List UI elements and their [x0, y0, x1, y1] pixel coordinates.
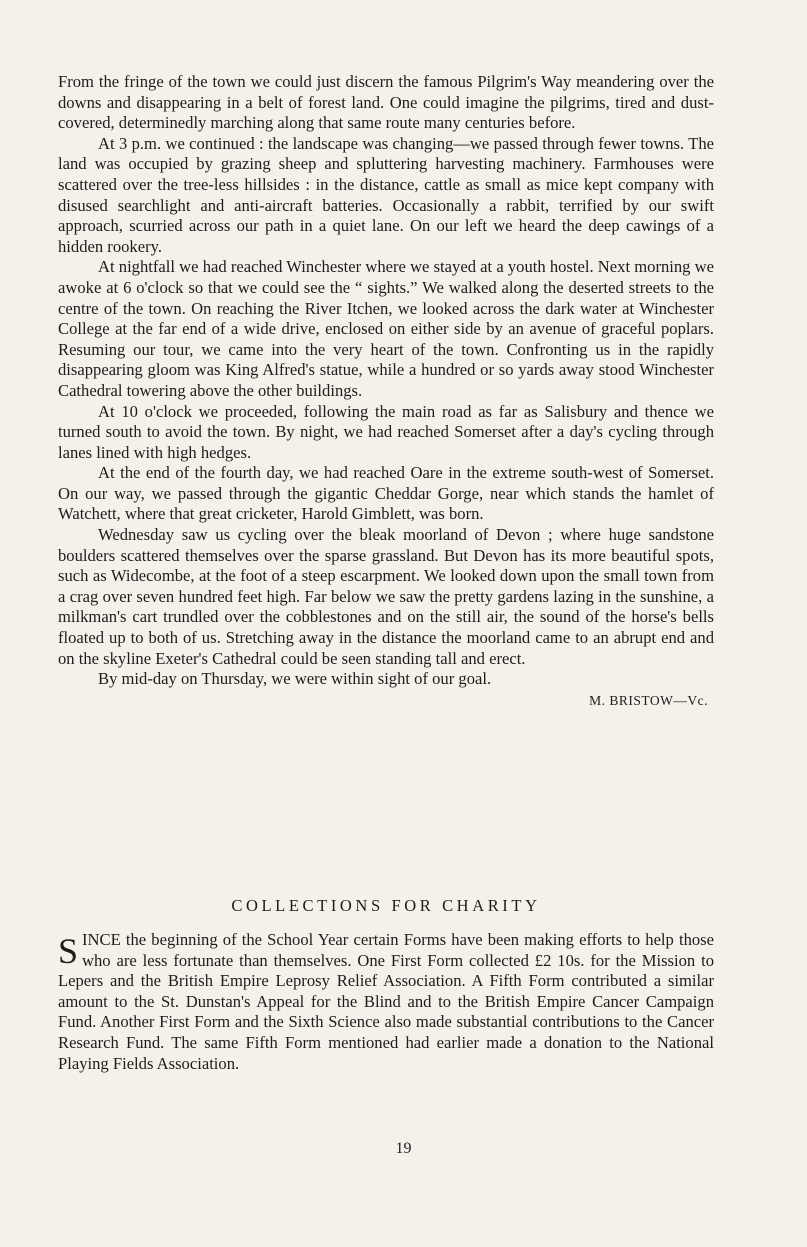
section-heading: COLLECTIONS FOR CHARITY — [231, 896, 541, 915]
paragraph-fourth-day: At the end of the fourth day, we had reached Oare in the extreme south-west of Somerset. On our way, we passed through the gigantic Cheddar Gorge, near which stands the hamlet of Watchett, where that great cricketer, Harold Gimblett, was born. — [58, 463, 714, 524]
paragraph-thursday: By mid-day on Thursday, we were within sight of our goal. — [98, 669, 492, 689]
charity-paragraph — [58, 930, 714, 1074]
charity-section — [58, 930, 714, 1074]
charity-text: INCE the beginning of the School Year certain Forms have been making efforts to help those who are less fortunate than themselves. One First Form collected £2 10s. for the Mission to Lepers and the British Empire Leprosy Relief Association. A Fifth Form contributed a similar amount to the St. Dunstan's Appeal for the Blind and to the British Empire Cancer Campaign Fund. Another First Form and the Sixth Science also made substantial contributions to the Cancer Research Fund. The same Fifth Form mentioned had earlier made a donation to the National Playing Fields Association. — [58, 930, 714, 1073]
paragraph-afternoon: At 3 p.m. we continued : the landscape was changing—we passed through fewer towns. The land was occupied by grazing sheep and spluttering harvesting machinery. Farmhouses were scattered over the tree-less hillsides : in the distance, cattle as small as mice kept company with disused searchlight and anti-aircraft batteries. Occasionally a rabbit, terrified by our swift approach, scurried across our path in a quiet lane. On our left we heard the deep cawings of a hidden rookery. — [58, 133, 714, 256]
paragraph-salisbury: At 10 o'clock we proceeded, following the main road as far as Salisbury and thence we turned south to avoid the town. By night, we had reached Somerset after a day's cycling through lanes lined with high hedges. — [58, 401, 714, 462]
drop-cap: S — [58, 931, 79, 971]
article-column — [58, 72, 714, 711]
paragraph-pilgrims-way: From the fringe of the town we could just discern the famous Pilgrim's Way meandering over the downs and disappearing in a belt of forest land. One could imagine the pilgrims, tired and dust-covered, determinedly marching along that same route many centuries before. — [58, 72, 714, 133]
author-signature: M. BRISTOW—Vc. — [589, 692, 708, 708]
paragraph-devon: Wednesday saw us cycling over the bleak moorland of Devon ; where huge sandstone boulders scattered themselves over the sparse grassland. But Devon has its more beautiful spots, such as Widecombe, at the foot of a steep escarpment. We looked down upon the small town from a crag over seven hundred feet high. Far below we saw the pretty gardens lazing in the sunshine, a milkman's cart trundled over the cobblestones and on the still air, the sound of the horse's bells floated up to both of us. Stretching away in the distance the moorland came to an abrupt end and on the skyline Exeter's Cathedral could be seen standing tall and erect. — [58, 525, 714, 668]
page-number: 19 — [395, 1140, 412, 1157]
paragraph-winchester: At nightfall we had reached Winchester where we stayed at a youth hostel. Next morning we awoke at 6 o'clock so that we could see the “ sights.” We walked along the deserted streets to the centre of the town. On reaching the River Itchen, we looked across the dark water at Winchester College at the far end of a wide drive, enclosed on either side by an avenue of graceful poplars. Resuming our tour, we came into the very heart of the town. Confronting us in the rapidly disappearing gloom was King Alfred's statue, while a hundred or so yards away stood Winchester Cathedral towering above the other buildings. — [58, 257, 714, 400]
